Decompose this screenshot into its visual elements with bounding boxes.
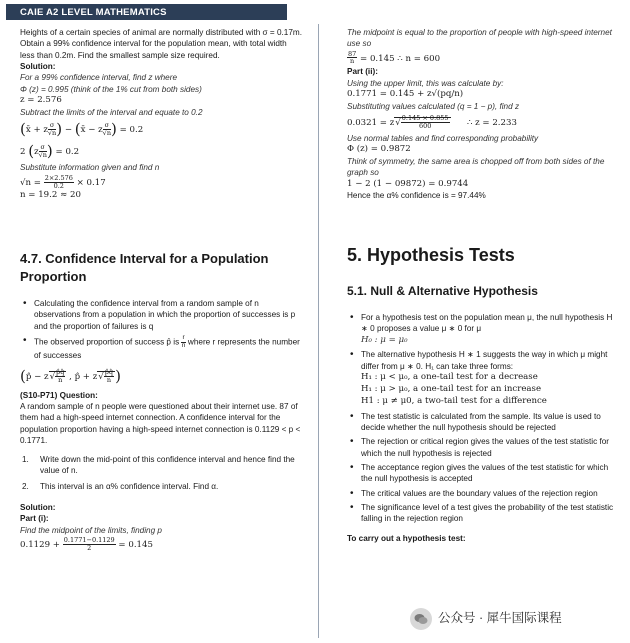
question-text: Heights of a certain species of animal are normally distributed with σ = 0.17m. Obtain a 99% confidence interval for the population mean, with total width less than 0.2m. Find the smallest sample size required. — [20, 28, 302, 60]
chapter-heading: 5. Hypothesis Tests — [347, 245, 515, 265]
frac-numerator: 2×2.576 — [44, 173, 73, 182]
solution-label: Solution: — [20, 61, 56, 71]
math-line: n = 19.2 ≈ 20 — [20, 190, 81, 201]
bullet-item: • The critical values are the boundary values of the rejection region — [347, 488, 617, 499]
eq-lhs: 0.0321 = z — [347, 117, 395, 128]
step-text: Substituting values calculated (q = 1 − p), find z — [347, 101, 520, 111]
conclusion-text: Hence the α% confidence is = 97.44% — [347, 191, 486, 201]
part-label: Part (i): — [20, 514, 49, 524]
bullet-item: • The acceptance region gives the values of the test statistic for which the null hypothesis is accepted — [347, 462, 617, 485]
bullet-item: • The test statistic is calculated from the sample. Its value is used to decide whether the null hypothesis should be rejected — [347, 411, 617, 434]
solution-label: Solution: — [20, 503, 56, 513]
eq-rhs: = 0.2 — [119, 124, 144, 135]
eq-lhs: 2 — [20, 146, 26, 157]
bullet-text: For a hypothesis test on the population mean μ, the null hypothesis H ∗ 0 proposes a value μ ∗ 0 for μ — [361, 313, 613, 334]
eq-lhs: 0.1129 + — [20, 539, 61, 550]
math-line: H1 : μ ≠ μ0, a two-tail test for a difference — [361, 395, 547, 406]
list-item: 1. Write down the mid-point of this confidence interval and hence find the value of n. — [22, 455, 295, 476]
watermark-text: 公众号 · 犀牛国际课程 — [438, 611, 562, 626]
bullet-item — [347, 349, 617, 407]
bullet-text: The observed proportion of success p̂ is — [34, 337, 180, 347]
step-text: Think of symmetry, the same area is chopped off from both sides of the graph so — [347, 156, 605, 178]
watermark — [410, 606, 622, 632]
section-heading: 4.7. Confidence Interval for a Population Proportion — [20, 251, 269, 284]
wechat-icon — [410, 608, 432, 630]
step-text: Find the midpoint of the limits, finding p — [20, 525, 162, 535]
eq-rhs: = 0.2 — [55, 146, 80, 157]
eq-rhs: = 0.145 — [118, 539, 153, 550]
eq-rhs: ∴ z = 2.233 — [466, 117, 517, 128]
bullet-text: where r represents the number of successes — [34, 337, 300, 360]
equation-z: 0.0321 = z√ $\frac{0.145 \times 0.855}{600}$ ∴ z = 2.233 — [347, 114, 517, 130]
bullet-item — [20, 335, 303, 361]
math-line: 1 − 2 (1 − 09872) = 0.9744 — [347, 178, 469, 189]
step-text: Subtract the limits of the interval and equate to 0.2 — [20, 107, 203, 117]
frac-denominator: 2 — [87, 543, 92, 552]
frac-numerator: r — [182, 333, 185, 341]
step-text: For a 99% confidence interval, find z where — [20, 73, 178, 83]
page-header: CAIE A2 LEVEL MATHEMATICS — [6, 4, 287, 20]
frac-denominator: n — [350, 57, 355, 66]
list-item-text: Write down the mid-point of this confidence interval and hence find the value of n. — [40, 455, 295, 476]
step-text: Use normal tables and find corresponding probability — [347, 133, 539, 143]
step-text: Substitute information given and find n — [20, 163, 160, 173]
math-line: Φ (z) = 0.9872 — [347, 144, 411, 155]
equation-sqrt-n — [20, 175, 303, 190]
frac-denominator: n — [181, 341, 186, 349]
bullet-item — [347, 312, 617, 346]
bullet-item: • Calculating the confidence interval from a random sample of n observations from a population in which the proportion of successes is p and the proportion of failures is q — [20, 298, 303, 332]
bullet-text: The alternative hypothesis H ∗ 1 suggests the way in which μ might differ from μ ∗ 0. H₁ can take three forms: — [361, 350, 608, 371]
step-text: Φ (z) = 0.995 (think of the 1% cut from both sides) — [20, 84, 202, 94]
bullet-item: • The significance level of a test gives the probability of the test statistic falling in the rejection region — [347, 502, 617, 525]
eq-rhs: × 0.17 — [76, 177, 106, 188]
eq-lhs: √n = — [20, 177, 41, 188]
eq-rhs: = 0.145 ∴ n = 600 — [360, 53, 441, 64]
equation-doubled: 2 (z $\frac{\sigma}{√n}$ ) = 0.2 — [20, 141, 80, 160]
footer-text: To carry out a hypothesis test: — [347, 533, 466, 543]
step-text: The midpoint is equal to the proportion of people with high-speed internet use so — [347, 28, 612, 49]
math-line: H₁ : μ < μ₀, a one-tail test for a decrease — [361, 372, 538, 383]
bullet-item: • The rejection or critical region gives the values of the test statistic for which the null hypothesis is rejected — [347, 436, 617, 459]
math-line: H₀ : μ = μ₀ — [361, 334, 408, 345]
math-line: 0.1771 = 0.145 + z√(pq/n) — [347, 88, 464, 99]
list-item-text: This interval is an α% confidence interval. Find α. — [40, 481, 219, 491]
frac-denominator: 0.2 — [53, 181, 64, 190]
equation-midpoint — [20, 537, 303, 552]
column-divider — [318, 24, 319, 638]
frac-numerator: 0.1771−0.1129 — [63, 536, 115, 544]
step-text: Using the upper limit, this was calculate by: — [347, 78, 504, 88]
frac-numerator: 87 — [348, 49, 357, 58]
question-label: (S10-P71) Question: — [20, 390, 98, 400]
part-label: Part (ii): — [347, 67, 378, 77]
math-line: z = 2.576 — [20, 94, 62, 105]
equation-n — [347, 51, 617, 66]
interval-formula: (p̂ − z√ $\frac{p̂q̂}{n}$ , p̂ + z√ $\frac{p̂q̂}{n}$ ) — [20, 366, 121, 385]
equation-limits: (x̄ + z $\frac{\sigma}{√n}$ ) − (x̄ − z $\frac{\sigma}{√n}$ ) = 0.2 — [20, 120, 144, 139]
section-heading: 5.1. Null & Alternative Hypothesis — [347, 284, 538, 298]
math-line: H₁ : μ > μ₀, a one-tail test for an increase — [361, 383, 542, 394]
list-item: 2. This interval is an α% confidence interval. Find α. — [22, 481, 219, 491]
question-text: A random sample of n people were questioned about their internet use. 87 of them had a high-speed internet connection. A confidence interval for the population proportion having a high-speed internet connection is 0.1129 < p < 0.1771. — [20, 401, 301, 445]
